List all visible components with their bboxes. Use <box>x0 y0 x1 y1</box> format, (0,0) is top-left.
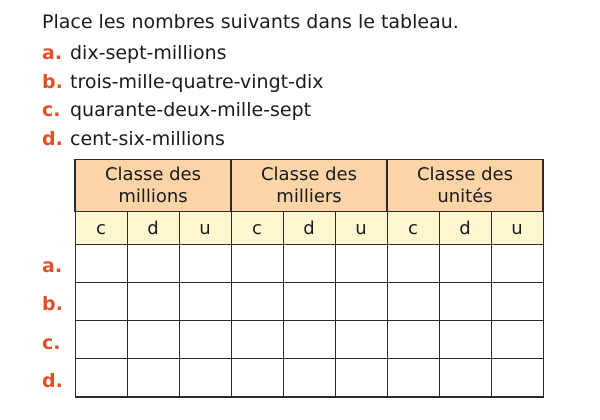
instruction-text: Place les nombres suivants dans le tableau. <box>42 11 459 33</box>
table-cell[interactable] <box>231 359 283 398</box>
class-header-milliers <box>231 160 387 212</box>
table-cell[interactable] <box>283 283 335 321</box>
subheader-cell: d <box>127 212 179 245</box>
table-cell[interactable] <box>283 321 335 359</box>
table-cell[interactable] <box>231 283 283 321</box>
class-header-line1: Classe des <box>104 163 202 185</box>
row-label-c: c. <box>42 332 61 354</box>
list-item <box>42 68 324 97</box>
class-header-line2: millions <box>118 185 188 207</box>
class-header-line2: milliers <box>276 185 342 207</box>
table-cell[interactable] <box>439 359 491 398</box>
table-cell[interactable] <box>179 283 231 321</box>
table-cell[interactable] <box>491 283 543 321</box>
item-text: trois-mille-quatre-vingt-dix <box>70 70 324 93</box>
subheader-cell: u <box>491 212 543 245</box>
item-letter: b. <box>42 70 63 93</box>
list-item <box>42 39 324 68</box>
class-header-line1: Classe des <box>260 163 358 185</box>
table-cell[interactable] <box>283 359 335 398</box>
subheader-cell: c <box>387 212 439 245</box>
table-row <box>75 359 543 398</box>
table-cell[interactable] <box>127 359 179 398</box>
item-text: quarante-deux-mille-sept <box>70 99 312 121</box>
table-cell[interactable] <box>335 321 387 359</box>
class-header-unites <box>387 160 543 212</box>
item-text: dix-sept-millions <box>70 42 227 64</box>
table-cell[interactable] <box>439 245 491 283</box>
table-cell[interactable] <box>439 321 491 359</box>
subheader-cell: c <box>75 212 127 245</box>
list-item <box>42 125 324 154</box>
table-cell[interactable] <box>491 245 543 283</box>
table-cell[interactable] <box>387 359 439 398</box>
table-row <box>75 245 543 283</box>
class-header-row <box>75 160 543 212</box>
row-label-a: a. <box>42 255 63 277</box>
item-text: cent-six-millions <box>70 127 225 150</box>
table-cell[interactable] <box>387 321 439 359</box>
subheader-cell: u <box>179 212 231 245</box>
table-cell[interactable] <box>335 245 387 283</box>
subheader-row <box>75 212 543 245</box>
row-label-b: b. <box>42 293 63 315</box>
table-cell[interactable] <box>75 283 127 321</box>
list-item <box>42 96 324 125</box>
subheader-cell: c <box>231 212 283 245</box>
table-cell[interactable] <box>491 359 543 398</box>
table-cell[interactable] <box>75 359 127 398</box>
table-cell[interactable] <box>231 321 283 359</box>
class-header-line2: unités <box>437 185 493 207</box>
table-cell[interactable] <box>491 321 543 359</box>
table-row <box>75 321 543 359</box>
table-cell[interactable] <box>75 245 127 283</box>
table-cell[interactable] <box>335 359 387 398</box>
table-cell[interactable] <box>231 245 283 283</box>
table-cell[interactable] <box>127 321 179 359</box>
table-cell[interactable] <box>127 245 179 283</box>
subheader-cell: d <box>283 212 335 245</box>
table-cell[interactable] <box>387 245 439 283</box>
item-letter: d. <box>42 127 63 150</box>
item-letter: c. <box>42 99 61 121</box>
table-row <box>75 283 543 321</box>
table-cell[interactable] <box>179 321 231 359</box>
subheader-cell: d <box>439 212 491 245</box>
class-header-millions <box>75 160 231 212</box>
table-cell[interactable] <box>387 283 439 321</box>
table-cell[interactable] <box>335 283 387 321</box>
number-list <box>42 39 324 153</box>
subheader-cell: u <box>335 212 387 245</box>
table-cell[interactable] <box>179 359 231 398</box>
row-label-d: d. <box>42 370 63 392</box>
table-cell[interactable] <box>127 283 179 321</box>
place-value-table <box>74 159 544 398</box>
table-cell[interactable] <box>283 245 335 283</box>
item-letter: a. <box>42 42 63 64</box>
table-cell[interactable] <box>439 283 491 321</box>
table-cell[interactable] <box>75 321 127 359</box>
class-header-line1: Classe des <box>416 163 514 185</box>
table-cell[interactable] <box>179 245 231 283</box>
